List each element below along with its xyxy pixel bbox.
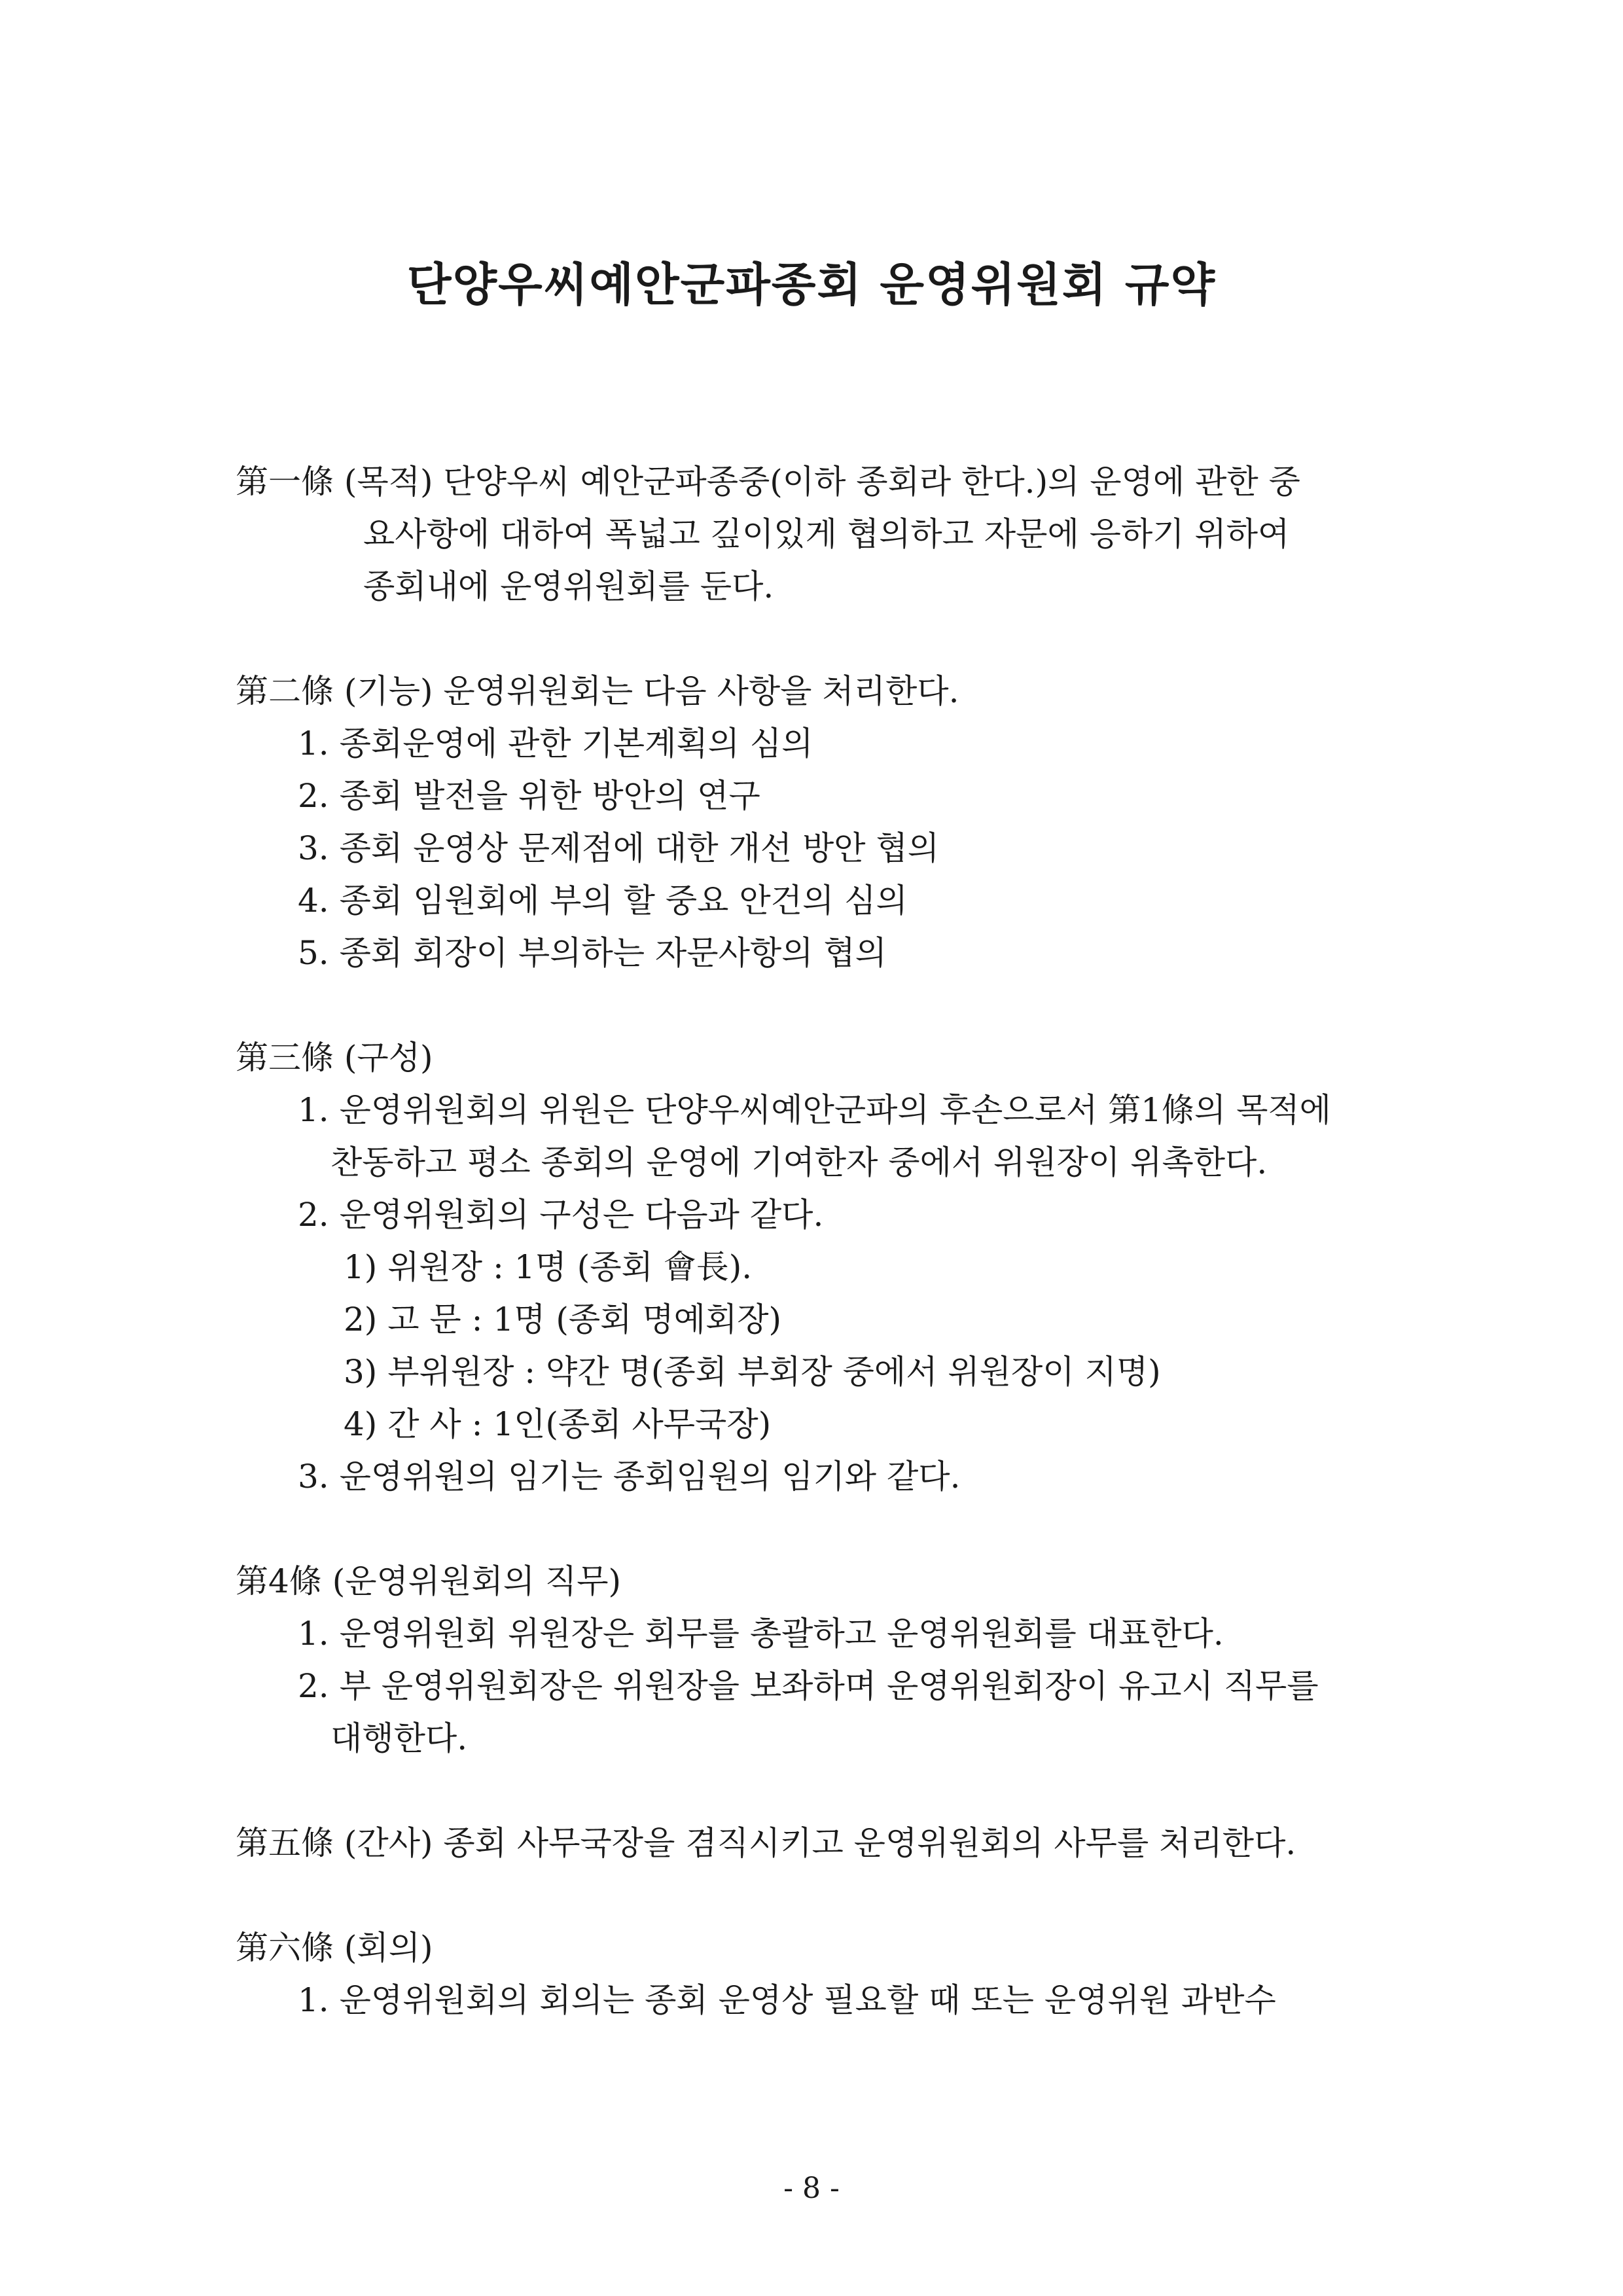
- article-3-subitem-4: 4) 간 사 : 1인(종회 사무국장): [344, 1405, 772, 1443]
- article-3-item-1-continued: 찬동하고 평소 종회의 운영에 기여한자 중에서 위원장이 위촉한다.: [330, 1143, 1268, 1181]
- article-4-item-1: 1. 운영위원회 위원장은 회무를 총괄하고 운영위원회를 대표한다.: [298, 1615, 1224, 1653]
- page-number: - 8 -: [783, 2172, 840, 2205]
- article-2-heading: 第二條 (기능) 운영위원회는 다음 사항을 처리한다.: [236, 672, 959, 710]
- document-title: 단양우씨예안군파종회 운영위원회 규약: [406, 257, 1217, 312]
- article-2-item-2: 2. 종회 발전을 위한 방안의 연구: [298, 777, 760, 815]
- article-1-heading: 第一條 (목적) 단양우씨 예안군파종중(이하 종회라 한다.)의 운영에 관한 중: [236, 463, 1300, 501]
- article-1-text-line-3: 종회내에 운영위원회를 둔다.: [363, 567, 774, 605]
- article-3-item-3: 3. 운영위원의 임기는 종회임원의 임기와 같다.: [298, 1458, 961, 1496]
- article-2-item-5: 5. 종회 회장이 부의하는 자문사항의 협의: [298, 934, 887, 972]
- article-4-heading: 第4條 (운영위원회의 직무): [236, 1562, 622, 1600]
- article-4-item-2: 2. 부 운영위원회장은 위원장을 보좌하며 운영위원회장이 유고시 직무를: [298, 1667, 1319, 1705]
- article-1-text-line-2: 요사항에 대하여 폭넓고 깊이있게 협의하고 자문에 응하기 위하여: [363, 515, 1290, 553]
- article-2-item-4: 4. 종회 임원회에 부의 할 중요 안건의 심의: [298, 882, 908, 920]
- article-3-subitem-2: 2) 고 문 : 1명 (종회 명예회장): [344, 1300, 782, 1338]
- article-3-subitem-1: 1) 위원장 : 1명 (종회 會長).: [344, 1248, 753, 1286]
- article-3-heading: 第三條 (구성): [236, 1039, 433, 1077]
- article-6-item-1: 1. 운영위원회의 회의는 종회 운영상 필요할 때 또는 운영위원 과반수: [298, 1981, 1276, 2019]
- article-3-subitem-3: 3) 부위원장 : 약간 명(종회 부회장 중에서 위원장이 지명): [344, 1353, 1161, 1391]
- article-4-item-2-continued: 대행한다.: [330, 1719, 468, 1757]
- article-3-item-2: 2. 운영위원회의 구성은 다음과 같다.: [298, 1196, 824, 1234]
- article-2-item-3: 3. 종회 운영상 문제점에 대한 개선 방안 협의: [298, 829, 940, 867]
- article-3-item-1: 1. 운영위원회의 위원은 단양우씨예안군파의 후손으로서 第1條의 목적에: [298, 1091, 1331, 1129]
- article-2-item-1: 1. 종회운영에 관한 기본계획의 심의: [298, 725, 813, 762]
- article-6-heading: 第六條 (회의): [236, 1929, 433, 1967]
- article-5-heading: 第五條 (간사) 종회 사무국장을 겸직시키고 운영위원회의 사무를 처리한다.: [236, 1824, 1296, 1862]
